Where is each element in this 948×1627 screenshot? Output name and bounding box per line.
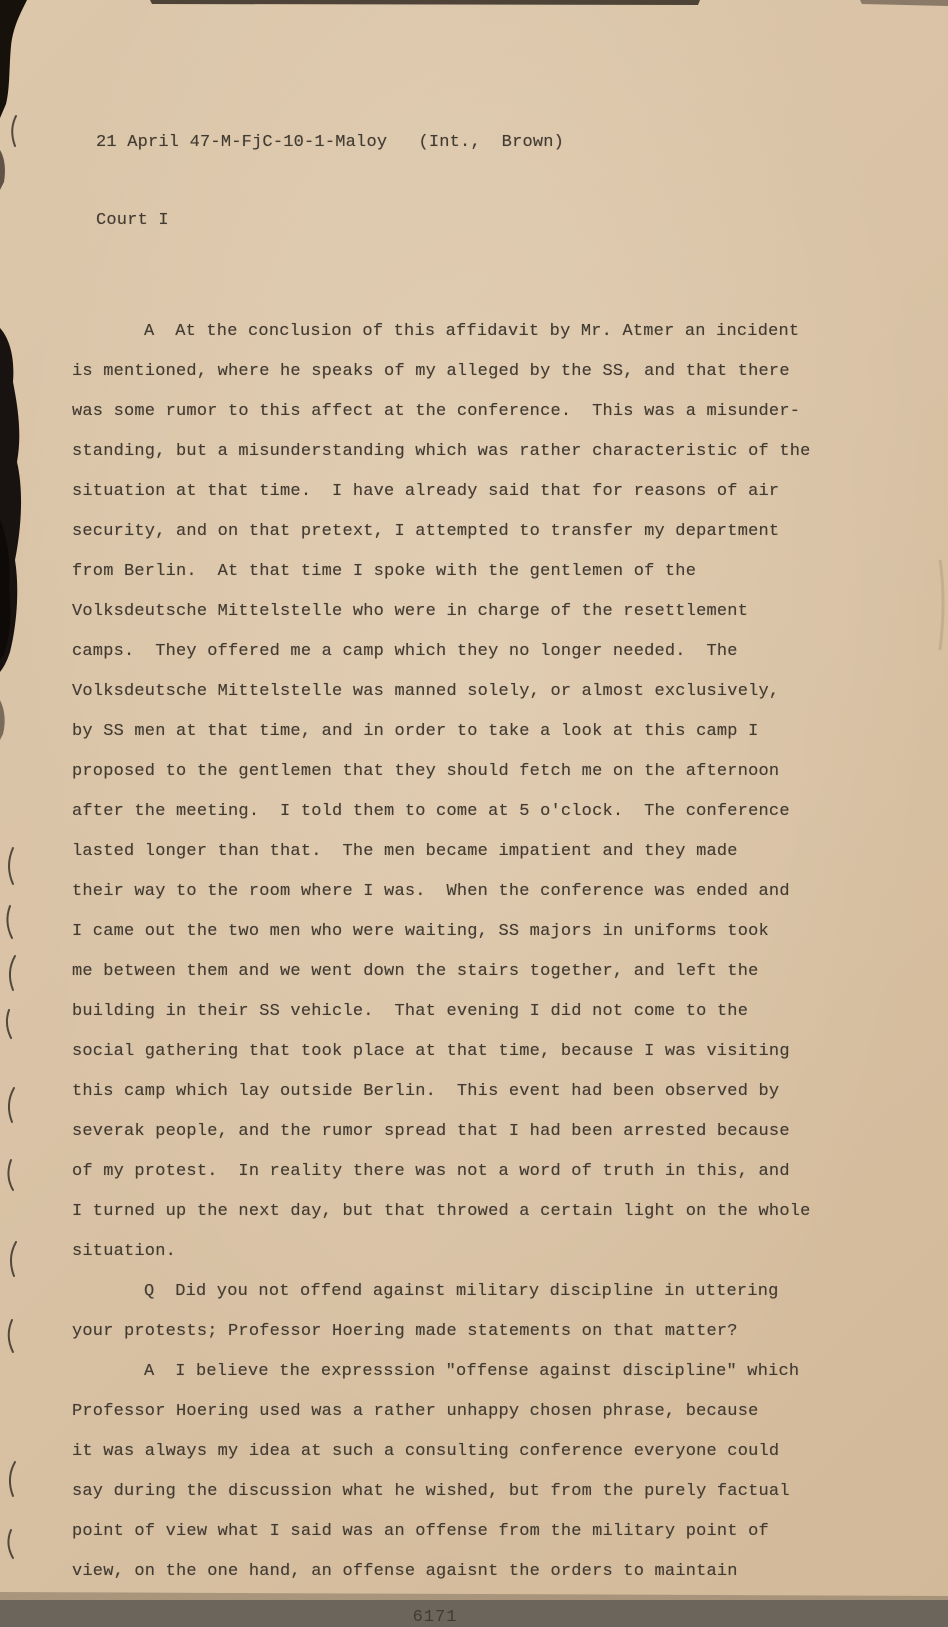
transcript-line: their way to the room where I was. When the conference was ended and — [72, 882, 790, 901]
header-citation-line: 21 April 47-M-FjC-10-1-Maloy (Int., Brown) — [96, 133, 565, 152]
transcript-line: your protests; Professor Hoering made statements on that matter? — [72, 1322, 738, 1341]
transcript-body — [72, 312, 888, 1592]
transcript-line: by SS men at that time, and in order to take a look at this camp I — [72, 722, 759, 741]
transcript-line: Professor Hoering used was a rather unhappy chosen phrase, because — [72, 1402, 759, 1421]
transcript-line: of my protest. In reality there was not a word of truth in this, and — [72, 1162, 790, 1181]
transcript-line: camps. They offered me a camp which they no longer needed. The — [72, 642, 738, 661]
transcript-line: me between them and we went down the stairs together, and left the — [72, 962, 759, 981]
transcript-line: A At the conclusion of this affidavit by Mr. Atmer an incident — [144, 322, 800, 341]
transcript-line: it was always my idea at such a consulting conference everyone could — [72, 1442, 780, 1461]
transcript-line: from Berlin. At that time I spoke with the gentlemen of the — [72, 562, 697, 581]
transcript-line: severak people, and the rumor spread that I had been arrested because — [72, 1122, 790, 1141]
transcript-line: say during the discussion what he wished, but from the purely factual — [72, 1482, 790, 1501]
transcript-line: is mentioned, where he speaks of my alleged by the SS, and that there — [72, 362, 790, 381]
transcript-line: security, and on that pretext, I attempted to transfer my department — [72, 522, 780, 541]
transcript-line: proposed to the gentlemen that they should fetch me on the afternoon — [72, 762, 780, 781]
transcript-line: building in their SS vehicle. That evening I did not come to the — [72, 1002, 749, 1021]
transcript-line: social gathering that took place at that time, because I was visiting — [72, 1042, 790, 1061]
transcript-line: situation. — [72, 1242, 177, 1261]
transcript-line: this camp which lay outside Berlin. This event had been observed by — [72, 1082, 780, 1101]
page-number: 6171 — [412, 1608, 458, 1627]
transcript-line: I came out the two men who were waiting, SS majors in uniforms took — [72, 922, 769, 941]
transcript-line: A I believe the expresssion "offense against discipline" which — [144, 1362, 800, 1381]
transcript-line: I turned up the next day, but that throwed a certain light on the whole — [72, 1202, 811, 1221]
transcript-line: standing, but a misunderstanding which was rather characteristic of the — [72, 442, 811, 461]
transcript-line: lasted longer than that. The men became impatient and they made — [72, 842, 738, 861]
transcript-line: view, on the one hand, an offense agaisnt the orders to maintain — [72, 1562, 738, 1581]
transcript-line: point of view what I said was an offense from the military point of — [72, 1522, 769, 1541]
transcript-line: Volksdeutsche Mittelstelle who were in charge of the resettlement — [72, 602, 749, 621]
document-header — [96, 78, 888, 286]
transcript-line: was some rumor to this affect at the conference. This was a misunder- — [72, 402, 801, 421]
transcript-line: Volksdeutsche Mittelstelle was manned solely, or almost exclusively, — [72, 682, 780, 701]
transcript-line: situation at that time. I have already said that for reasons of air — [72, 482, 780, 501]
header-court-line: Court I — [96, 211, 169, 230]
transcript-line: after the meeting. I told them to come at 5 o'clock. The conference — [72, 802, 790, 821]
transcript-line: Q Did you not offend against military discipline in uttering — [144, 1282, 779, 1301]
